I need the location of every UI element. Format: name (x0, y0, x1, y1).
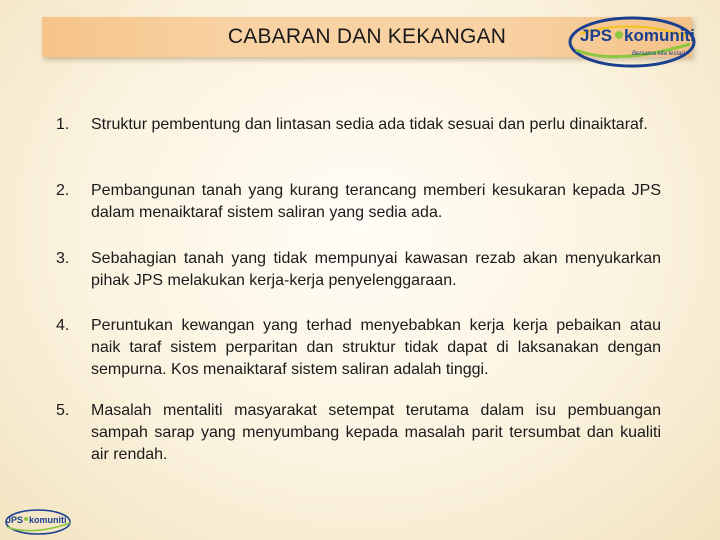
logo-small-komuniti-text: komuniti (29, 515, 67, 525)
logo-komuniti-text: komuniti (624, 26, 695, 45)
jps-komuniti-logo-small (2, 508, 72, 538)
item-number: 1. (56, 116, 70, 133)
logo-jps-text: JPS (580, 26, 613, 45)
item-text: Pembangunan tanah yang kurang terancang memberi kesukaran kepada JPS dalam menaiktaraf sistem saliran yang sedia ada. (91, 182, 661, 221)
item-text: Masalah mentaliti masyarakat setempat terutama dalam isu pembuangan sampah sarap yang menyumbang kepada masalah parit tersumbat dan kualiti air rendah. (91, 402, 661, 463)
item-number: 4. (56, 317, 70, 334)
item-number: 5. (56, 402, 70, 419)
item-number: 3. (56, 250, 70, 267)
item-text: Peruntukan kewangan yang terhad menyebabkan kerja kerja pebaikan atau naik taraf sistem perparitan dan struktur tidak dapat di laksanakan dengan sempurna. Kos menaiktaraf sistem saliran adalah tinggi. (91, 317, 661, 378)
item-text: Struktur pembentung dan lintasan sedia ada tidak sesuai dan perlu dinaiktaraf. (91, 116, 648, 133)
slide-title: CABARAN DAN KEKANGAN (227, 25, 507, 48)
logo-tagline: Bersama kita lestari (632, 51, 685, 57)
logo-at-icon (615, 31, 623, 39)
item-number: 2. (56, 182, 70, 199)
item-text: Sebahagian tanah yang tidak mempunyai kawasan rezab akan menyukarkan pihak JPS melakukan kerja-kerja penyelenggaraan. (91, 250, 661, 289)
logo-small-jps-text: JPS (6, 515, 24, 525)
jps-komuniti-logo (566, 14, 698, 70)
logo-small-at-icon (24, 517, 28, 521)
